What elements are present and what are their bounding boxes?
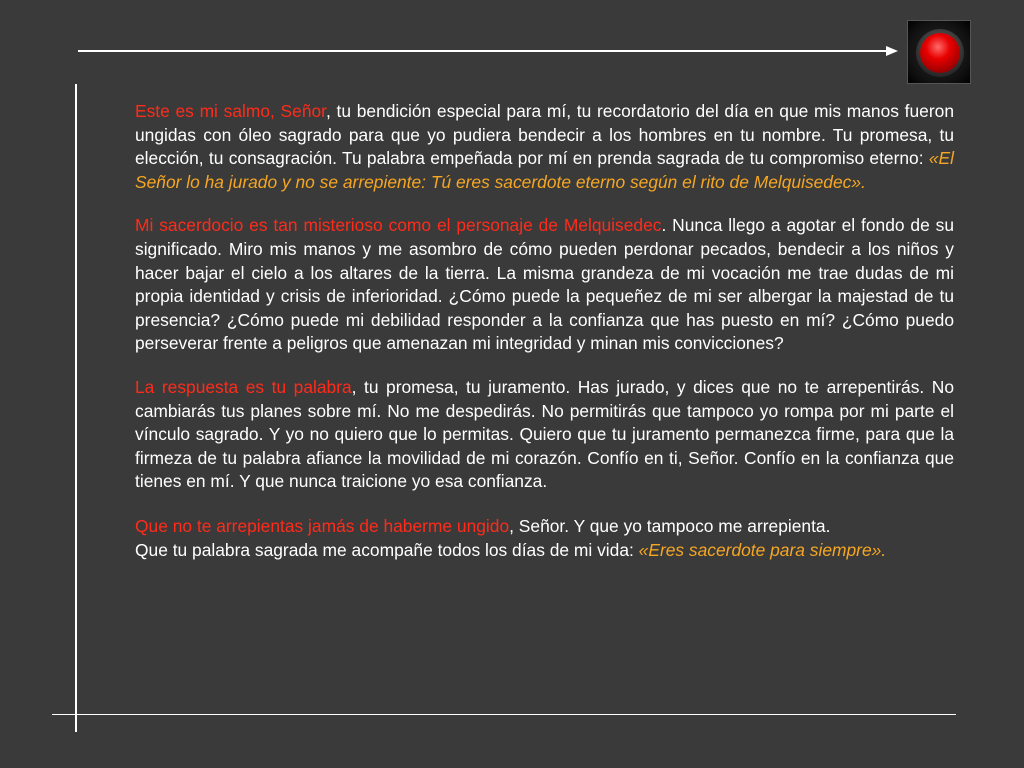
paragraph-4-body: , Señor. Y que yo tampoco me arrepienta. <box>509 515 831 536</box>
bottom-rule-line <box>52 714 956 715</box>
paragraph-4-body2: Que tu palabra sagrada me acompañe todos los días de mi vida: <box>135 539 639 560</box>
paragraph-4-continuation <box>135 539 954 563</box>
paragraph-1-quote: «El Señor lo ha jurado y no se arrepiente: Tú eres sacerdote eterno según el rito de Melquisedec». <box>135 148 954 192</box>
text-content <box>135 100 954 562</box>
paragraph-1-body: , tu bendición especial para mí, tu recordatorio del día en que mis manos fueron ungidas con óleo sagrado para que yo pudiera bendecir a los hombres en tu nombre. Tu promesa, tu elección, tu consagración. Tu palabra empeñada por mí en prenda sagrada de tu compromiso eterno: <box>135 101 954 169</box>
paragraph-1 <box>135 100 954 194</box>
paragraph-4-quote: «Eres sacerdote para siempre». <box>638 539 887 560</box>
paragraph-2-body: . Nunca llego a agotar el fondo de su significado. Miro mis manos y me asombro de cómo pueden perdonar pecados, bendecir a los niños y hacer bajar el cielo a los altares de la tierra. La misma grandeza de mi vocación me trae dudas de mi propia identidad y crisis de inferioridad. ¿Cómo puede la pequeñez de mi ser albergar la majestad de tu presencia? ¿Cómo puede mi debilidad responder a la confianza que has puesto en mí? ¿Cómo puedo perseverar frente a peligros que amenazan mi integridad y minan mis convicciones? <box>135 215 954 354</box>
paragraph-2-lead: Mi sacerdocio es tan misterioso como el personaje de Melquisedec <box>135 215 662 236</box>
red-record-button-icon[interactable] <box>907 20 971 84</box>
paragraph-3-body: , tu promesa, tu juramento. Has jurado, y dices que no te arrepentirás. No cambiarás tus planes sobre mí. No me despedirás. No permitirás que tampoco yo rompa por mi parte el vínculo sagrado. Y yo no quiero que lo permitas. Quiero que tu juramento permanezca firme, para que la firmeza de tu palabra afiance la movilidad de mi corazón. Confío en ti, Señor. Confío en la confianza que tienes en mí. Y que nunca traicione yo esa confianza. <box>135 376 954 492</box>
paragraph-4 <box>135 515 954 539</box>
paragraph-3 <box>135 376 954 494</box>
paragraph-3-lead: La respuesta es tu palabra <box>135 376 352 397</box>
arrow-right-icon <box>886 46 898 56</box>
paragraph-4-lead: Que no te arrepientas jamás de haberme ungido <box>135 515 510 536</box>
top-rule-line <box>78 50 890 52</box>
left-rule-line <box>75 84 77 732</box>
button-dome <box>920 33 960 73</box>
paragraph-1-lead: Este es mi salmo, Señor <box>135 101 326 121</box>
paragraph-2 <box>135 214 954 356</box>
